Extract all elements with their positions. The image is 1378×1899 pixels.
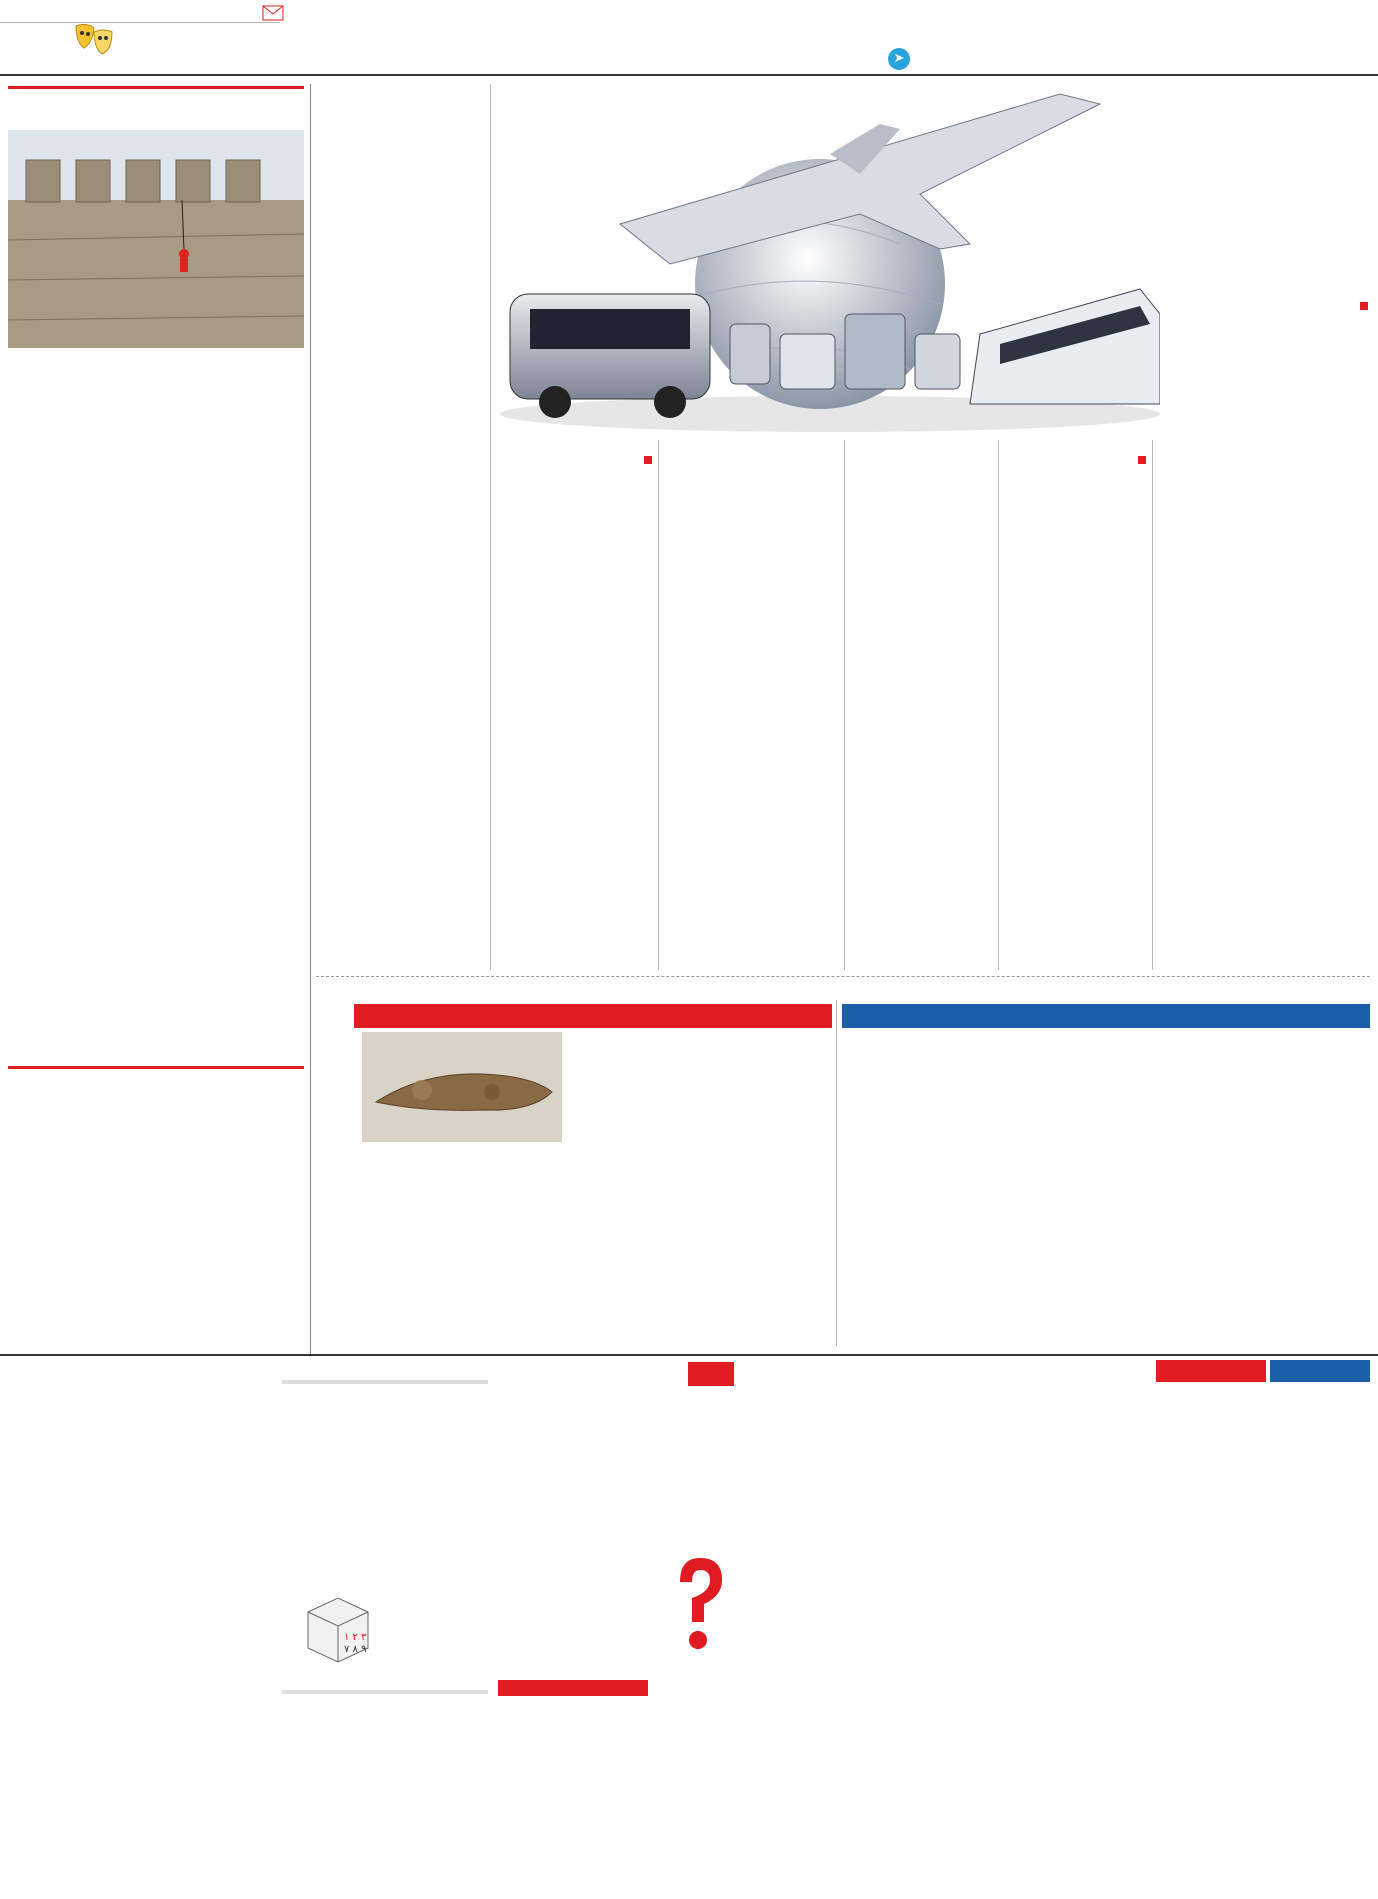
theatre-masks-icon <box>72 20 116 60</box>
lead-column-3 <box>850 446 992 966</box>
red-bullet-icon <box>1360 302 1368 310</box>
answer-label <box>498 1680 648 1696</box>
svg-text:۷ ۸ ۹: ۷ ۸ ۹ <box>344 1644 367 1655</box>
crossword-column-numbers <box>742 1510 1072 1530</box>
crossword-grid-area <box>742 1510 1098 1892</box>
sudoku-code <box>688 1362 734 1386</box>
sidebar-label <box>8 86 304 91</box>
lead-column-4 <box>664 446 838 966</box>
crossword-number <box>1156 1360 1266 1382</box>
sudoku-cube-icon <box>300 1590 376 1670</box>
sidebar-body-1 <box>8 354 304 1054</box>
newspaper-logo <box>1158 12 1370 74</box>
puzzle-answers <box>498 1362 734 1892</box>
designer-credit <box>480 1762 496 1882</box>
lead-column-2 <box>1004 446 1146 966</box>
sword-photo <box>362 1032 562 1142</box>
sudoku-hard-info <box>282 1690 488 1708</box>
travel-illustration <box>500 84 1160 434</box>
crossword-header <box>1140 1360 1370 1382</box>
sudoku-hard-label <box>282 1690 488 1694</box>
persepolis-photo <box>8 130 304 348</box>
envelope-icon <box>262 2 284 22</box>
sudoku-easy-label <box>282 1380 488 1384</box>
sudoku-hard-solution <box>498 1522 648 1672</box>
red-bullet-icon <box>1138 456 1146 464</box>
center-clues <box>742 1362 1092 1502</box>
sudoku-info <box>282 1380 488 1414</box>
crossword-row-numbers <box>1074 1530 1098 1890</box>
news-right-title <box>842 1004 1370 1028</box>
red-bullet-icon <box>644 456 652 464</box>
lead-column-5 <box>496 446 652 966</box>
sudoku-hard-grid[interactable] <box>8 1634 276 1894</box>
news-left-title <box>354 1004 832 1028</box>
sudoku-easy-grid[interactable] <box>8 1364 276 1632</box>
page-header <box>0 0 1378 78</box>
solver-label <box>652 1392 682 1532</box>
lead-column-6 <box>316 86 484 968</box>
question-mark-icon <box>668 1552 728 1662</box>
sudoku-easy-solution <box>498 1362 648 1512</box>
news-right-body <box>842 1032 1368 1342</box>
telegram-icon[interactable]: ➤ <box>888 48 910 70</box>
down-clues <box>1098 1506 1370 1892</box>
crossword-answer-grid <box>498 1698 648 1888</box>
news-left-body <box>354 1150 828 1340</box>
news-left-body-top <box>566 1032 828 1152</box>
crossword-grid[interactable] <box>742 1530 1072 1890</box>
sidebar-body-2 <box>8 1102 304 1342</box>
svg-text:۱ ۲ ۳: ۱ ۲ ۳ <box>344 1632 367 1643</box>
crossword-label <box>1270 1360 1370 1382</box>
lead-column-1 <box>1158 292 1368 832</box>
